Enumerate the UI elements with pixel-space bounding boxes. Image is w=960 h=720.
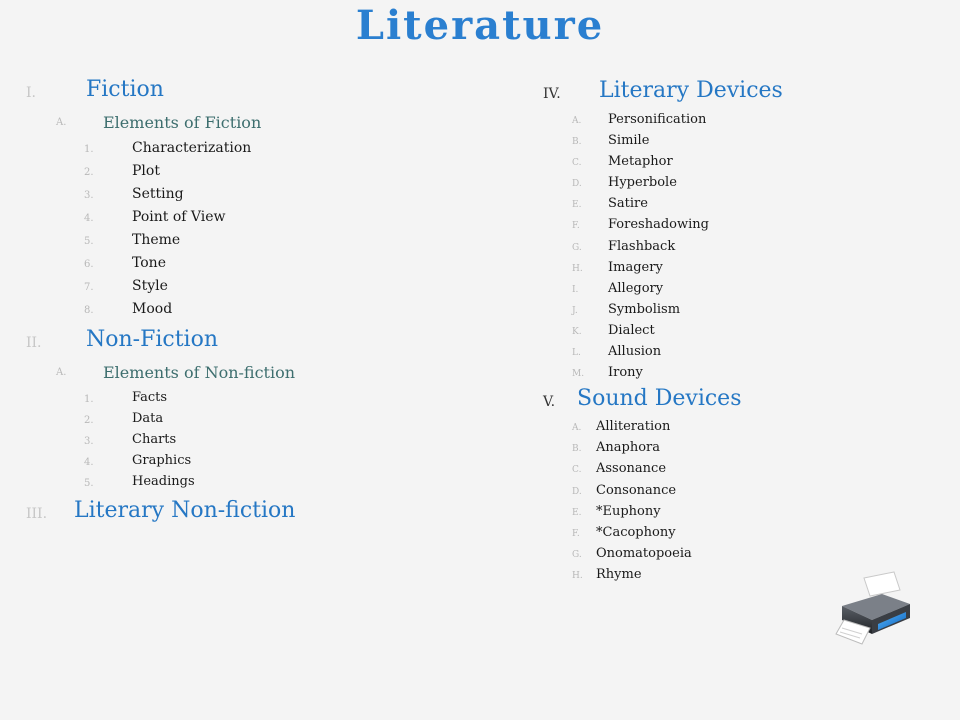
list-item: [543, 237, 943, 258]
section-number: I.: [26, 85, 36, 101]
section-sound-devices: [543, 384, 943, 417]
item-label: Charts: [132, 432, 177, 447]
item-number: 3.: [84, 190, 94, 201]
item-label: *Cacophony: [596, 524, 676, 540]
item-letter: L.: [572, 348, 581, 359]
section-heading: Literary Non-fiction: [74, 498, 296, 523]
item-letter: E.: [572, 200, 582, 211]
subsection-elements-of-fiction: [26, 108, 466, 138]
item-label: Headings: [132, 474, 195, 489]
list-item: [26, 299, 466, 322]
item-label: Point of View: [132, 209, 226, 225]
list-item: [26, 207, 466, 230]
list-item: [543, 502, 943, 523]
section-heading: Non-Fiction: [86, 327, 219, 352]
item-label: Metaphor: [608, 154, 673, 170]
item-label: Theme: [132, 232, 181, 248]
list-item: [543, 481, 943, 502]
item-letter: A.: [572, 116, 582, 126]
list-item: [26, 138, 466, 161]
item-label: Setting: [132, 186, 184, 202]
item-number: 6.: [84, 259, 94, 270]
section-heading: Sound Devices: [577, 386, 742, 412]
subsection-heading: Elements of Non-fiction: [103, 363, 296, 382]
list-item: [26, 161, 466, 184]
item-number: 8.: [84, 305, 94, 316]
slide-title: Literature: [355, 2, 605, 49]
item-label: Flashback: [608, 238, 676, 254]
item-number: 7.: [84, 282, 94, 293]
list-item: [26, 184, 466, 207]
subsection-elements-of-non-fiction: [26, 358, 466, 388]
list-item: [543, 342, 943, 363]
section-number: III.: [26, 506, 48, 522]
item-letter: D.: [572, 486, 582, 497]
list-item: [543, 110, 943, 131]
item-label: Tone: [132, 255, 166, 271]
list-item: [26, 253, 466, 276]
item-letter: H.: [572, 263, 583, 274]
item-number: 2.: [84, 167, 94, 178]
section-number: V.: [543, 394, 556, 411]
item-letter: K.: [572, 326, 582, 337]
item-label: Rhyme: [596, 566, 642, 582]
item-number: 1.: [84, 394, 94, 405]
item-label: Data: [132, 411, 164, 426]
list-item: [543, 438, 943, 459]
section-literary-non-fiction: [26, 497, 466, 533]
subsection-heading: Elements of Fiction: [103, 113, 262, 132]
item-label: Symbolism: [608, 301, 681, 317]
item-label: Personification: [608, 112, 707, 127]
item-letter: I.: [572, 284, 579, 295]
item-label: Anaphora: [596, 440, 660, 456]
item-label: Facts: [132, 390, 168, 405]
item-number: 3.: [84, 436, 94, 447]
list-item: [543, 258, 943, 279]
item-letter: A.: [572, 423, 582, 434]
left-outline: [26, 76, 466, 533]
item-label: Satire: [608, 196, 648, 212]
item-number: 5.: [84, 236, 94, 247]
list-item: [26, 409, 466, 430]
list-item: [543, 321, 943, 342]
item-label: Graphics: [132, 453, 192, 468]
item-letter: G.: [572, 242, 582, 253]
item-label: Allusion: [608, 344, 662, 360]
list-item: [543, 459, 943, 480]
item-number: 1.: [84, 144, 94, 155]
list-item: [26, 451, 466, 472]
list-item: [26, 430, 466, 451]
item-letter: C.: [572, 158, 582, 169]
list-item: [26, 230, 466, 253]
item-label: Hyperbole: [608, 175, 677, 191]
list-item: [543, 300, 943, 321]
item-number: 4.: [84, 213, 94, 224]
list-item: [543, 215, 943, 236]
subsection-letter: A.: [56, 117, 67, 128]
section-literary-devices: [543, 76, 943, 106]
item-letter: B.: [572, 444, 582, 455]
list-item: [26, 388, 466, 409]
item-letter: F.: [572, 528, 580, 539]
list-item: [543, 544, 943, 565]
item-number: 5.: [84, 478, 94, 489]
item-letter: G.: [572, 549, 582, 560]
item-letter: B.: [572, 137, 582, 148]
item-label: Style: [132, 278, 168, 294]
list-item: [543, 194, 943, 215]
item-letter: F.: [572, 221, 580, 232]
list-item: [543, 131, 943, 152]
item-label: Assonance: [596, 461, 667, 477]
section-fiction: [26, 76, 466, 108]
item-label: Plot: [132, 163, 160, 179]
list-item: [543, 523, 943, 544]
item-label: Imagery: [608, 259, 663, 275]
item-letter: E.: [572, 507, 582, 518]
section-number: II.: [26, 335, 42, 351]
item-label: Characterization: [132, 140, 252, 156]
item-letter: M.: [572, 369, 585, 380]
printer-icon[interactable]: [834, 568, 914, 648]
list-item: [26, 276, 466, 299]
list-item: [543, 363, 943, 384]
section-non-fiction: [26, 326, 466, 358]
item-letter: J.: [572, 305, 578, 316]
section-number: IV.: [543, 86, 561, 102]
item-letter: H.: [572, 570, 583, 581]
item-label: Dialect: [608, 322, 655, 338]
section-heading: Literary Devices: [599, 78, 783, 103]
list-item: [543, 173, 943, 194]
list-item: [26, 472, 466, 493]
item-label: Allegory: [608, 280, 664, 296]
item-letter: D.: [572, 179, 582, 190]
item-label: Simile: [608, 133, 650, 149]
subsection-letter: A.: [56, 367, 67, 378]
list-item: [543, 279, 943, 300]
item-label: Consonance: [596, 482, 677, 498]
item-letter: C.: [572, 465, 582, 476]
list-item: [543, 417, 943, 438]
item-number: 2.: [84, 415, 94, 426]
item-label: Irony: [608, 365, 643, 381]
item-label: *Euphony: [596, 503, 661, 519]
right-outline: [543, 76, 943, 586]
list-item: [543, 152, 943, 173]
item-number: 4.: [84, 457, 94, 468]
item-label: Foreshadowing: [608, 217, 709, 233]
section-heading: Fiction: [86, 77, 164, 102]
item-label: Mood: [132, 301, 173, 317]
item-label: Onomatopoeia: [596, 545, 692, 561]
item-label: Alliteration: [596, 419, 671, 435]
